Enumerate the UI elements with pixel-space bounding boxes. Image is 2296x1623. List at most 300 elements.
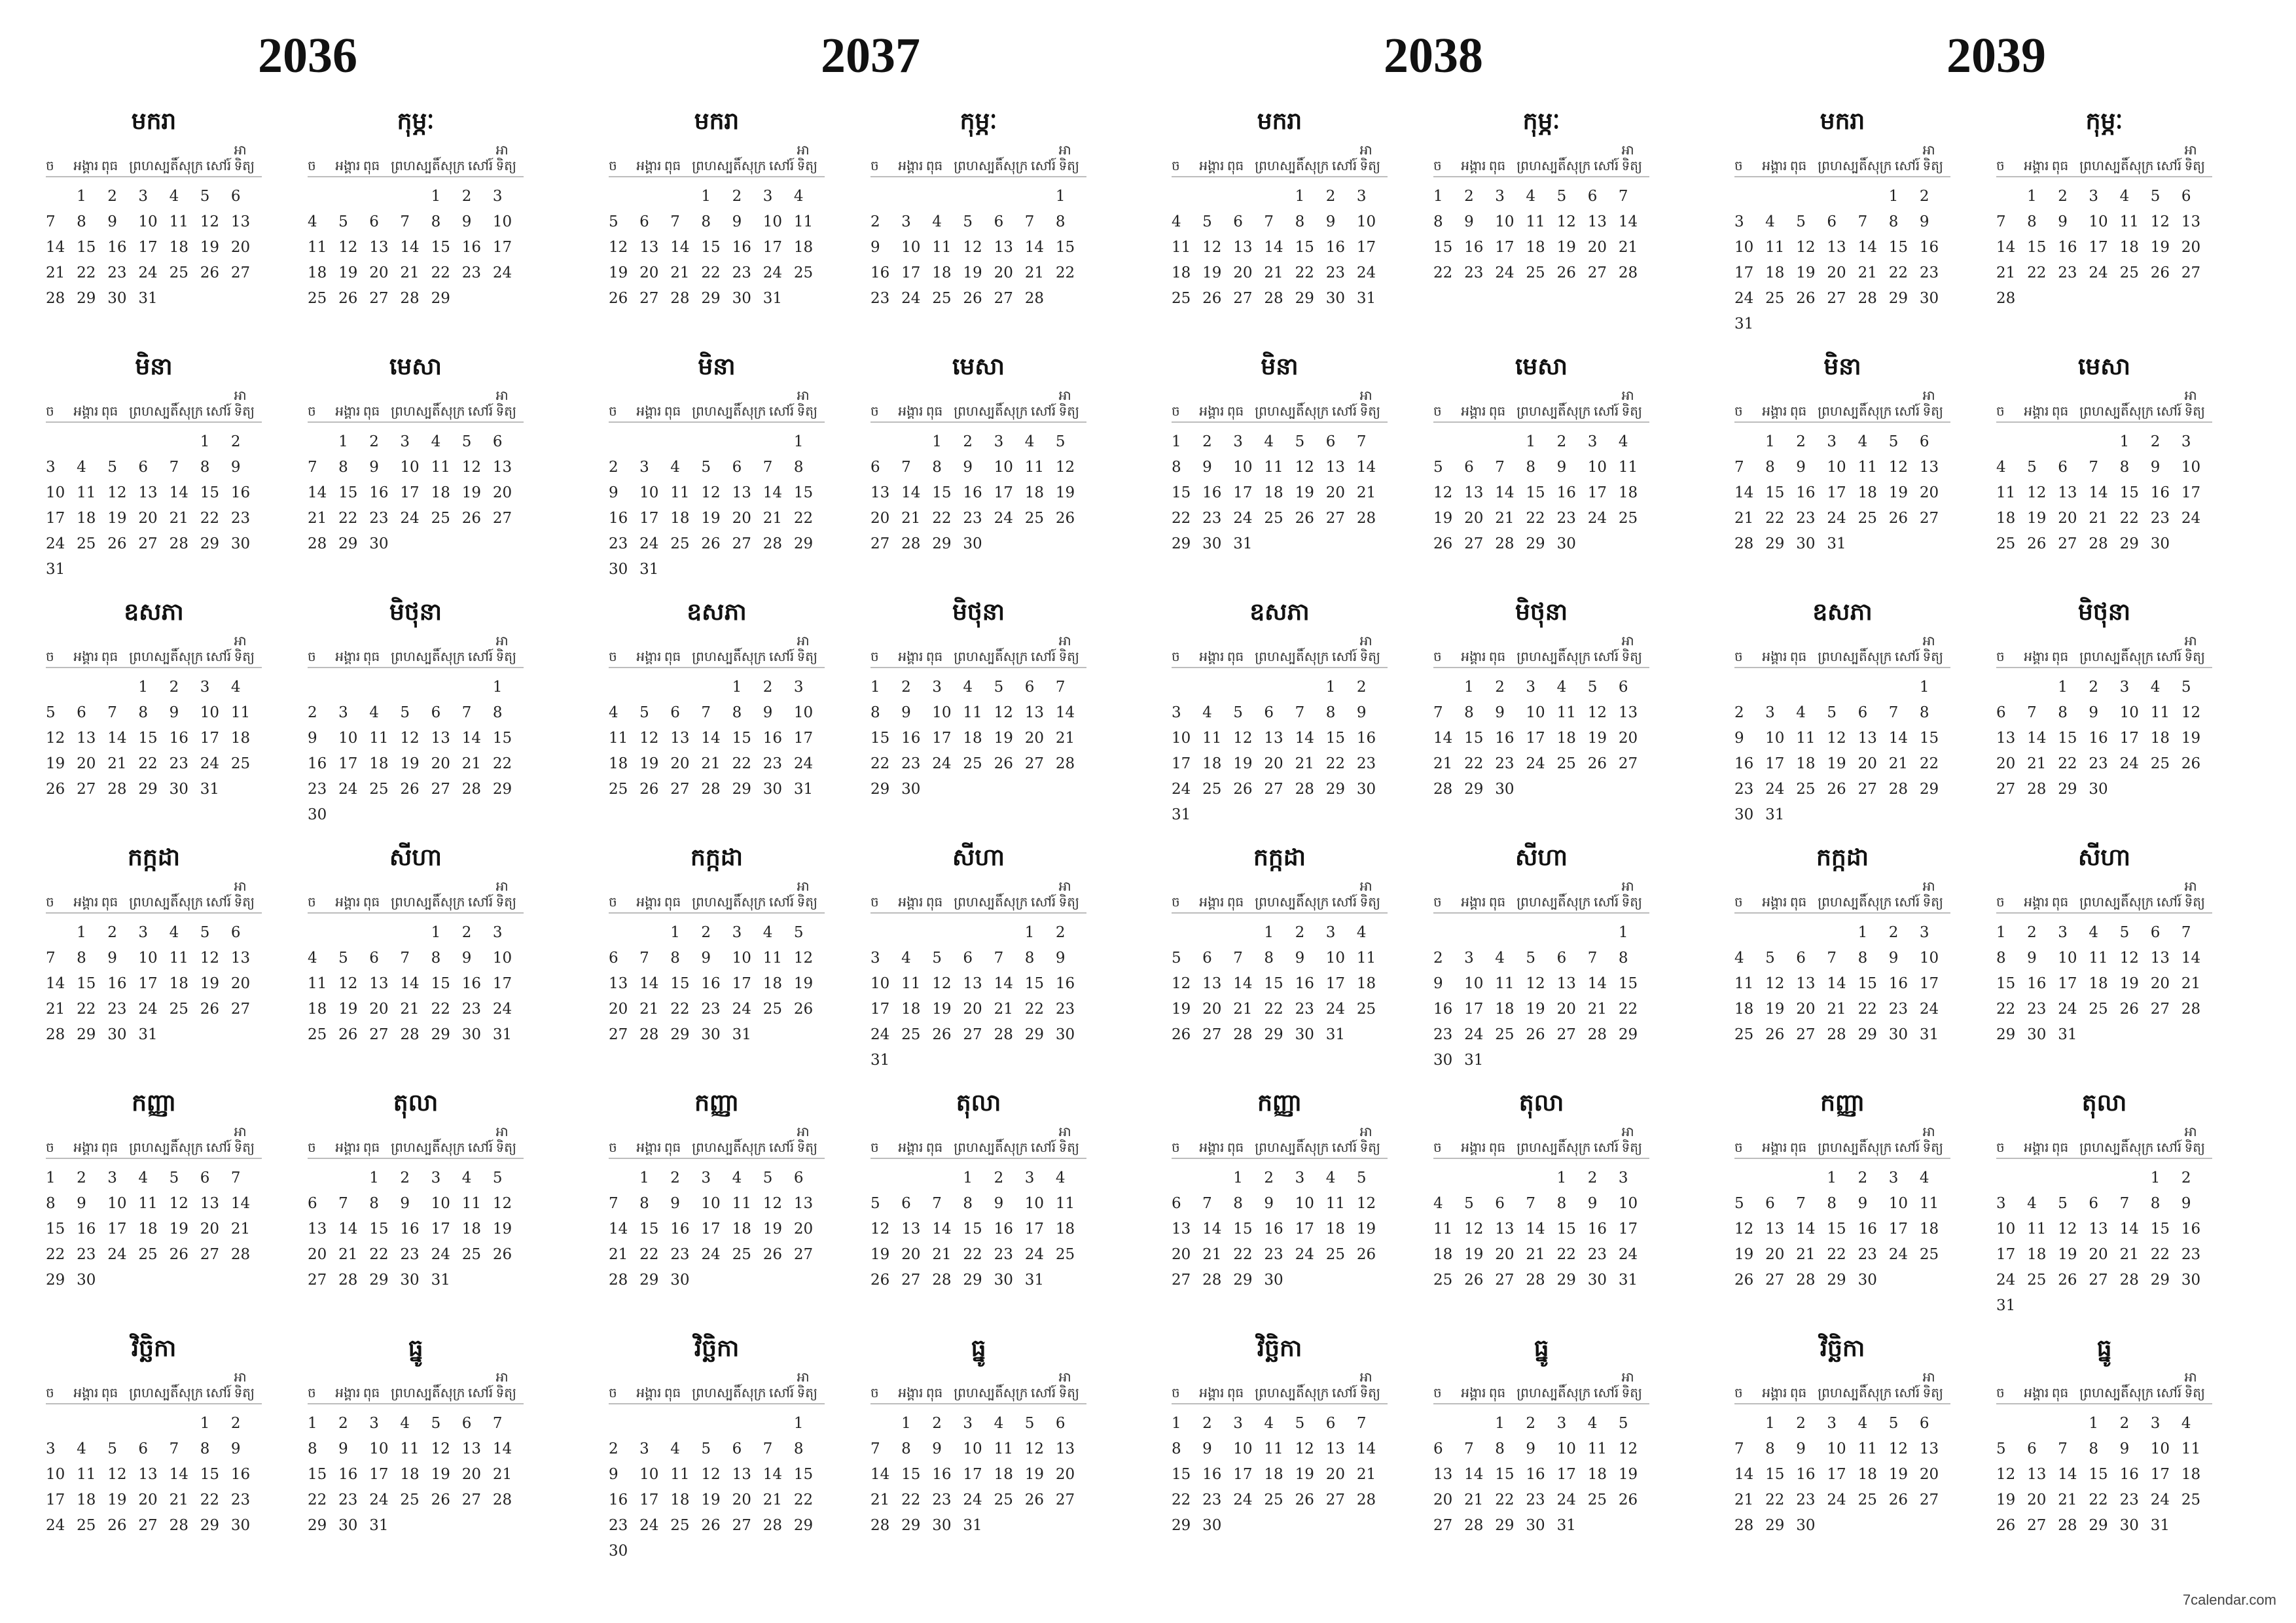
day-cell: 21 <box>1857 264 1877 281</box>
day-cell: 17 <box>1734 264 1754 281</box>
weekday-label: អង្គារ <box>73 894 99 910</box>
day-cell: 7 <box>338 1195 348 1212</box>
weekday-label: អាទិត្យ <box>495 387 516 419</box>
weekday-label: ពុធ <box>363 894 380 910</box>
day-cell: 13 <box>2058 484 2077 501</box>
weekday-label: ព្រហស្បតិ៍ <box>692 403 742 419</box>
day-cell: 25 <box>1734 1026 1754 1043</box>
day-cell: 22 <box>1295 264 1314 281</box>
day-cell: 20 <box>609 1001 628 1018</box>
day-cell: 11 <box>138 1195 158 1212</box>
weekday-label: ពុធ <box>363 158 380 173</box>
day-cell: 7 <box>1526 1195 1536 1212</box>
days-grid <box>870 920 1086 1073</box>
day-cell: 10 <box>1919 950 1939 967</box>
empty-cell <box>1827 184 1857 209</box>
weekday-label: ច <box>308 894 316 910</box>
day-cell: 10 <box>2089 213 2108 230</box>
day-cell: 8 <box>732 704 742 721</box>
day-cell: 24 <box>1464 1026 1484 1043</box>
day-cell: 23 <box>1526 1491 1545 1508</box>
day-cell: 4 <box>1796 704 1806 721</box>
day-cell: 9 <box>107 213 117 230</box>
weekday-header <box>1433 382 1649 423</box>
weekday-label: អង្គារ <box>335 649 361 664</box>
day-cell: 4 <box>138 1169 149 1186</box>
empty-cell <box>670 429 701 455</box>
weekday-label: ពុធ <box>1789 649 1807 664</box>
day-cell: 10 <box>431 1195 450 1212</box>
day-cell: 28 <box>1356 510 1376 527</box>
weekday-label: សៅរ៍ <box>2157 1385 2182 1400</box>
day-cell: 14 <box>1233 975 1253 992</box>
day-cell: 13 <box>1055 1440 1075 1457</box>
month-block <box>46 843 262 1088</box>
day-cell: 14 <box>1618 213 1638 230</box>
weekday-label: សុក្រ <box>2128 649 2154 664</box>
empty-cell <box>1996 184 2027 209</box>
day-cell: 8 <box>46 1195 56 1212</box>
month-block <box>609 107 825 352</box>
day-cell: 14 <box>762 1466 782 1483</box>
day-cell: 9 <box>2058 213 2068 230</box>
day-cell: 14 <box>1055 704 1075 721</box>
weekday-label: ព្រហស្បតិ៍ <box>1516 649 1566 664</box>
day-cell: 22 <box>963 1246 982 1263</box>
day-cell: 24 <box>2181 510 2201 527</box>
day-cell: 13 <box>2150 950 2170 967</box>
day-cell: 30 <box>1495 781 1515 798</box>
day-cell: 23 <box>732 264 751 281</box>
day-cell: 19 <box>2181 730 2201 747</box>
empty-cell <box>1233 184 1264 209</box>
day-cell: 9 <box>1857 1195 1868 1212</box>
month-name: កក្កដា <box>128 844 180 871</box>
day-cell: 3 <box>932 679 942 696</box>
day-cell: 19 <box>1055 484 1075 501</box>
day-cell: 4 <box>1734 950 1744 967</box>
empty-cell <box>763 429 794 455</box>
weekday-label: អាទិត្យ <box>1621 878 1642 910</box>
day-cell: 5 <box>1055 433 1066 450</box>
day-cell: 1 <box>431 188 441 205</box>
day-cell: 4 <box>1202 704 1212 721</box>
day-cell: 14 <box>1734 484 1754 501</box>
day-cell: 23 <box>1734 781 1754 798</box>
day-cell: 28 <box>1464 1517 1484 1534</box>
day-cell: 12 <box>107 1466 127 1483</box>
day-cell: 5 <box>107 1440 117 1457</box>
weekday-label: អាទិត្យ <box>1621 1124 1642 1155</box>
day-cell: 5 <box>963 213 973 230</box>
day-cell: 25 <box>1796 781 1816 798</box>
day-cell: 29 <box>901 1517 921 1534</box>
weekday-label: អាទិត្យ <box>234 1124 255 1155</box>
day-cell: 30 <box>1325 290 1345 307</box>
day-cell: 20 <box>369 1001 389 1018</box>
day-cell: 21 <box>2027 755 2047 772</box>
day-cell: 12 <box>1433 484 1453 501</box>
day-cell: 22 <box>639 1246 659 1263</box>
weekday-label: អាទិត្យ <box>234 1369 255 1400</box>
day-cell: 20 <box>308 1246 327 1263</box>
day-cell: 31 <box>1618 1272 1638 1289</box>
weekday-label: ព្រហស្បតិ៍ <box>1818 403 1867 419</box>
days-grid <box>308 429 524 557</box>
day-cell: 18 <box>461 1221 481 1238</box>
day-cell: 31 <box>431 1272 450 1289</box>
day-cell: 6 <box>308 1195 317 1212</box>
day-cell: 23 <box>2058 264 2077 281</box>
empty-cell <box>639 675 670 700</box>
day-cell: 24 <box>732 1001 751 1018</box>
weekday-label: ព្រហស្បតិ៍ <box>2079 1385 2129 1400</box>
month-name: ធ្នូ <box>408 1335 423 1362</box>
day-cell: 6 <box>1796 950 1806 967</box>
day-cell: 17 <box>1765 755 1785 772</box>
day-cell: 18 <box>901 1001 921 1018</box>
day-cell: 2 <box>230 433 241 450</box>
weekday-label: អាទិត្យ <box>797 878 817 910</box>
empty-cell <box>338 920 369 946</box>
weekday-label: អាទិត្យ <box>2184 1124 2205 1155</box>
day-cell: 14 <box>2027 730 2047 747</box>
day-cell: 8 <box>2150 1195 2161 1212</box>
day-cell: 23 <box>2150 510 2170 527</box>
day-cell: 14 <box>1587 975 1607 992</box>
day-cell: 16 <box>994 1221 1013 1238</box>
day-cell: 5 <box>1295 433 1305 450</box>
weekday-label: ព្រហស្បតិ៍ <box>2079 894 2129 910</box>
month-name: តុលា <box>393 1090 439 1116</box>
weekday-label: អាទិត្យ <box>495 1369 516 1400</box>
day-cell: 30 <box>230 1517 251 1534</box>
day-cell: 3 <box>369 1415 379 1432</box>
day-cell: 3 <box>870 950 880 967</box>
day-cell: 29 <box>1325 781 1345 798</box>
day-cell: 5 <box>461 433 472 450</box>
day-cell: 18 <box>1919 1221 1939 1238</box>
days-grid <box>308 184 524 312</box>
days-grid <box>46 1166 262 1293</box>
day-cell: 25 <box>762 1001 782 1018</box>
month-name: វិច្ឆិកា <box>131 1335 177 1362</box>
day-cell: 19 <box>2058 1246 2077 1263</box>
day-cell: 9 <box>1734 730 1744 747</box>
empty-cell <box>609 429 639 455</box>
day-cell: 29 <box>732 781 751 798</box>
day-cell: 17 <box>1356 239 1376 256</box>
days-grid <box>1996 920 2212 1048</box>
empty-cell <box>1734 1411 1765 1436</box>
site-credit[interactable]: 7calendar.com <box>2182 1592 2276 1608</box>
day-cell: 19 <box>1464 1246 1484 1263</box>
empty-cell <box>763 1411 794 1436</box>
day-cell: 5 <box>1464 1195 1474 1212</box>
month-block <box>1172 107 1388 352</box>
day-cell: 23 <box>107 264 127 281</box>
day-cell: 18 <box>1587 1466 1607 1483</box>
day-cell: 2 <box>609 1440 619 1457</box>
day-cell: 20 <box>870 510 890 527</box>
day-cell: 30 <box>1356 781 1376 798</box>
weekday-label: អង្គារ <box>898 158 924 173</box>
weekday-label: ពុធ <box>1488 649 1506 664</box>
day-cell: 23 <box>1796 510 1816 527</box>
weekday-label: អង្គារ <box>1199 158 1225 173</box>
day-cell: 20 <box>1055 1466 1075 1483</box>
weekday-label: សៅរ៍ <box>1332 158 1357 173</box>
year-block-2036 <box>46 23 569 1579</box>
day-cell: 17 <box>1233 1466 1253 1483</box>
day-cell: 15 <box>793 1466 814 1483</box>
day-cell: 18 <box>994 1466 1013 1483</box>
empty-cell <box>2027 1166 2058 1191</box>
day-cell: 12 <box>1587 704 1607 721</box>
day-cell: 25 <box>793 264 814 281</box>
weekday-label: អង្គារ <box>1762 158 1787 173</box>
day-cell: 1 <box>1765 1415 1775 1432</box>
day-cell: 3 <box>901 213 911 230</box>
day-cell: 24 <box>1495 264 1515 281</box>
day-cell: 11 <box>1618 459 1638 476</box>
day-cell: 8 <box>1295 213 1305 230</box>
day-cell: 5 <box>994 679 1004 696</box>
weekday-label: ច <box>870 894 879 910</box>
day-cell: 18 <box>2119 239 2139 256</box>
day-cell: 5 <box>701 459 711 476</box>
days-grid <box>1172 429 1388 557</box>
empty-cell <box>1996 1166 2027 1191</box>
day-cell: 28 <box>308 535 327 552</box>
day-cell: 7 <box>1295 704 1305 721</box>
day-cell: 1 <box>1888 188 1899 205</box>
day-cell: 12 <box>1172 975 1191 992</box>
day-cell: 1 <box>639 1169 649 1186</box>
day-cell: 3 <box>431 1169 441 1186</box>
weekday-label: សុក្រ <box>2128 894 2154 910</box>
day-cell: 9 <box>400 1195 410 1212</box>
day-cell: 16 <box>2058 239 2077 256</box>
day-cell: 2 <box>1919 188 1929 205</box>
day-cell: 15 <box>1024 975 1044 992</box>
day-cell: 30 <box>1556 535 1576 552</box>
day-cell: 8 <box>793 459 804 476</box>
weekday-label: អង្គារ <box>898 649 924 664</box>
month-block <box>1734 843 1950 1088</box>
day-cell: 18 <box>1024 484 1044 501</box>
weekday-label: ច <box>46 649 54 664</box>
day-cell: 17 <box>1888 1221 1908 1238</box>
weekday-label: អាទិត្យ <box>1359 633 1380 664</box>
day-cell: 26 <box>762 1246 782 1263</box>
day-cell: 23 <box>1264 1246 1283 1263</box>
day-cell: 26 <box>200 264 219 281</box>
day-cell: 28 <box>1587 1026 1607 1043</box>
day-cell: 8 <box>200 459 210 476</box>
weekday-label: ពុធ <box>101 158 118 173</box>
day-cell: 7 <box>1055 679 1066 696</box>
year-title: 2038 <box>1384 28 1483 83</box>
day-cell: 22 <box>793 1491 814 1508</box>
day-cell: 6 <box>670 704 680 721</box>
day-cell: 21 <box>492 1466 512 1483</box>
weekday-label: អាទិត្យ <box>797 387 817 419</box>
day-cell: 13 <box>1024 704 1044 721</box>
empty-cell <box>400 675 431 700</box>
weekday-label: អង្គារ <box>1199 403 1225 419</box>
weekday-label: ពុធ <box>1227 649 1244 664</box>
empty-cell <box>1858 184 1889 209</box>
day-cell: 24 <box>994 510 1013 527</box>
month-block <box>609 843 825 1088</box>
day-cell: 27 <box>308 1272 327 1289</box>
day-cell: 29 <box>1857 1026 1877 1043</box>
weekday-label: ព្រហស្បតិ៍ <box>954 649 1003 664</box>
day-cell: 15 <box>732 730 751 747</box>
day-cell: 29 <box>1765 1517 1785 1534</box>
weekday-label: អង្គារ <box>898 403 924 419</box>
empty-cell <box>1796 675 1827 700</box>
day-cell: 4 <box>2150 679 2161 696</box>
day-cell: 2 <box>932 1415 942 1432</box>
day-cell: 24 <box>46 1517 65 1534</box>
day-cell: 17 <box>1526 730 1545 747</box>
day-cell: 23 <box>1587 1246 1607 1263</box>
day-cell: 29 <box>1464 781 1484 798</box>
day-cell: 18 <box>400 1466 420 1483</box>
day-cell: 3 <box>1356 188 1367 205</box>
day-cell: 10 <box>732 950 751 967</box>
day-cell: 3 <box>1587 433 1598 450</box>
day-cell: 11 <box>1433 1221 1453 1238</box>
day-cell: 29 <box>2119 535 2139 552</box>
day-cell: 22 <box>701 264 721 281</box>
day-cell: 2 <box>1055 924 1066 941</box>
day-cell: 8 <box>2089 1440 2099 1457</box>
empty-cell <box>1202 1166 1233 1191</box>
day-cell: 6 <box>1857 704 1868 721</box>
day-cell: 10 <box>492 950 512 967</box>
day-cell: 10 <box>1495 213 1515 230</box>
month-block <box>46 1334 262 1579</box>
weekday-label: អង្គារ <box>2024 649 2049 664</box>
day-cell: 14 <box>1295 730 1314 747</box>
day-cell: 11 <box>1765 239 1785 256</box>
weekday-label: ព្រហស្បតិ៍ <box>129 1385 179 1400</box>
day-cell: 18 <box>1172 264 1191 281</box>
weekday-label: សុក្រ <box>1304 1139 1329 1155</box>
day-cell: 20 <box>1765 1246 1785 1263</box>
days-grid <box>609 184 825 312</box>
day-cell: 19 <box>200 239 219 256</box>
empty-cell <box>1557 920 1588 946</box>
day-cell: 14 <box>1356 459 1376 476</box>
weekday-label: អង្គារ <box>1199 1385 1225 1400</box>
day-cell: 11 <box>670 484 690 501</box>
day-cell: 18 <box>169 239 188 256</box>
day-cell: 31 <box>1765 806 1785 823</box>
day-cell: 4 <box>431 433 441 450</box>
weekday-label: សុក្រ <box>1566 1385 1591 1400</box>
month-block <box>1734 352 1950 597</box>
day-cell: 22 <box>670 1001 690 1018</box>
day-cell: 19 <box>1765 1001 1785 1018</box>
day-cell: 1 <box>2119 433 2130 450</box>
day-cell: 13 <box>1325 459 1345 476</box>
weekday-label: ពុធ <box>664 158 681 173</box>
weekday-label: ពុធ <box>363 1385 380 1400</box>
day-cell: 24 <box>492 264 512 281</box>
day-cell: 22 <box>2027 264 2047 281</box>
day-cell: 25 <box>308 290 327 307</box>
weekday-label: សុក្រ <box>1867 1139 1892 1155</box>
day-cell: 5 <box>932 950 942 967</box>
month-name: មិនា <box>1261 353 1299 380</box>
day-cell: 25 <box>369 781 389 798</box>
day-cell: 6 <box>461 1415 472 1432</box>
day-cell: 27 <box>1765 1272 1785 1289</box>
day-cell: 14 <box>461 730 481 747</box>
day-cell: 16 <box>1888 975 1908 992</box>
day-cell: 25 <box>431 510 450 527</box>
day-cell: 26 <box>338 1026 358 1043</box>
day-cell: 27 <box>1857 781 1877 798</box>
day-cell: 11 <box>1796 730 1816 747</box>
day-cell: 26 <box>1233 781 1253 798</box>
day-cell: 12 <box>1233 730 1253 747</box>
day-cell: 12 <box>1734 1221 1754 1238</box>
day-cell: 24 <box>2058 1001 2077 1018</box>
day-cell: 5 <box>107 459 117 476</box>
weekday-label: សុក្រ <box>2128 1139 2154 1155</box>
day-cell: 24 <box>1919 1001 1939 1018</box>
day-cell: 16 <box>1919 239 1939 256</box>
day-cell: 13 <box>461 1440 481 1457</box>
day-cell: 20 <box>230 975 251 992</box>
day-cell: 18 <box>1264 1466 1283 1483</box>
day-cell: 24 <box>1325 1001 1345 1018</box>
day-cell: 13 <box>1796 975 1816 992</box>
day-cell: 15 <box>200 1466 219 1483</box>
day-cell: 19 <box>1888 1466 1908 1483</box>
day-cell: 29 <box>2089 1517 2108 1534</box>
empty-cell <box>1734 184 1765 209</box>
weekday-label: ព្រហស្បតិ៍ <box>129 649 179 664</box>
day-cell: 20 <box>1172 1246 1191 1263</box>
weekday-label: អាទិត្យ <box>234 142 255 173</box>
weekday-label: ព្រហស្បតិ៍ <box>1516 894 1566 910</box>
day-cell: 20 <box>1495 1246 1515 1263</box>
day-cell: 24 <box>1587 510 1607 527</box>
day-cell: 28 <box>1024 290 1044 307</box>
day-cell: 31 <box>870 1052 890 1069</box>
day-cell: 12 <box>169 1195 188 1212</box>
day-cell: 16 <box>338 1466 358 1483</box>
day-cell: 10 <box>1233 459 1253 476</box>
day-cell: 29 <box>200 1517 219 1534</box>
day-cell: 3 <box>107 1169 117 1186</box>
weekday-label: សុក្រ <box>1867 1385 1892 1400</box>
day-cell: 13 <box>200 1195 219 1212</box>
day-cell: 23 <box>994 1246 1013 1263</box>
day-cell: 29 <box>793 1517 814 1534</box>
month-block <box>1734 1334 1950 1579</box>
day-cell: 5 <box>701 1440 711 1457</box>
day-cell: 16 <box>230 484 251 501</box>
day-cell: 6 <box>431 704 441 721</box>
day-cell: 29 <box>793 535 814 552</box>
